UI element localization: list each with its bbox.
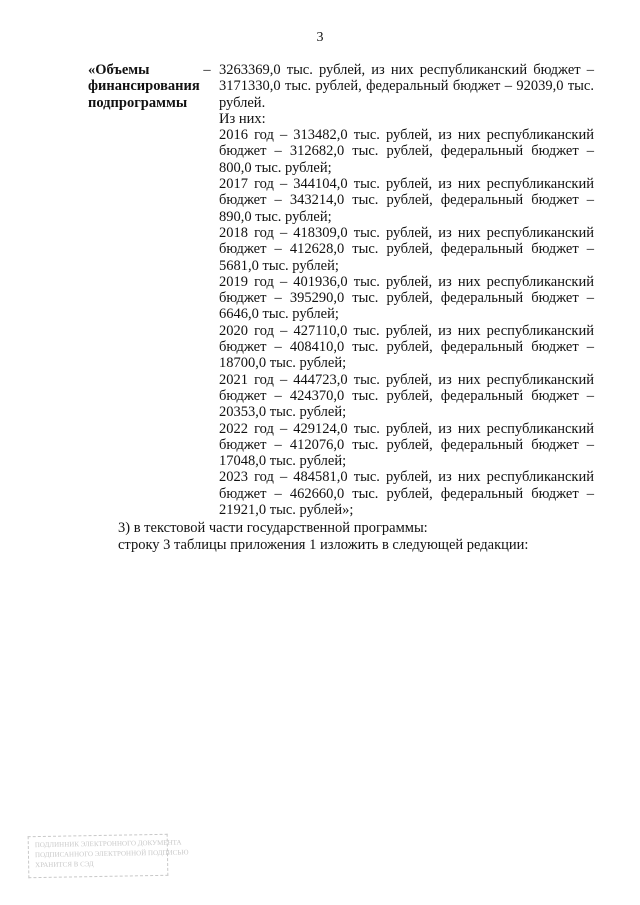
stamp-line: ПОДЛИННИК ЭЛЕКТРОННОГО ДОКУМЕНТА	[34, 838, 182, 850]
funding-year-2022: 2022 год – 429124,0 тыс. рублей, из них республиканский бюджет – 412076,0 тыс. рублей, федеральный бюджет – 17048,0 тыс. рублей;	[219, 420, 594, 470]
funding-year-2023: 2023 год – 484581,0 тыс. рублей, из них республиканский бюджет – 462660,0 тыс. рублей, федеральный бюджет – 21921,0 тыс. рублей»;	[219, 469, 594, 519]
funding-year-2020: 2020 год – 427110,0 тыс. рублей, из них республиканский бюджет – 408410,0 тыс. рублей, федеральный бюджет – 18700,0 тыс. рублей;	[219, 322, 594, 372]
funding-total: 3263369,0 тыс. рублей, из них республиканский бюджет – 3171330,0 тыс. рублей, федеральный бюджет – 92039,0 тыс. рублей.	[219, 62, 594, 111]
funding-year-2019: 2019 год – 401936,0 тыс. рублей, из них республиканский бюджет – 395290,0 тыс. рублей, федеральный бюджет – 6646,0 тыс. рублей;	[219, 273, 594, 323]
row-value	[219, 62, 594, 518]
funding-year-2021: 2021 год – 444723,0 тыс. рублей, из них республиканский бюджет – 424370,0 тыс. рублей, федеральный бюджет – 20353,0 тыс. рублей;	[219, 371, 594, 421]
funding-year-2018: 2018 год – 418309,0 тыс. рублей, из них республиканский бюджет – 412628,0 тыс. рублей, федеральный бюджет – 5681,0 тыс. рублей;	[219, 224, 594, 274]
amendment-instruction: строку 3 таблицы приложения 1 изложить в следующей редакции:	[118, 537, 529, 553]
breakdown-intro: Из них:	[219, 110, 266, 127]
stamp-line: ХРАНИТСЯ В СЭД	[35, 860, 94, 870]
electronic-signature-stamp	[28, 834, 189, 878]
row-dash: –	[203, 62, 211, 78]
amendments-section	[88, 520, 598, 554]
funding-year-2016: 2016 год – 313482,0 тыс. рублей, из них республиканский бюджет – 312682,0 тыс. рублей, федеральный бюджет – 800,0 тыс. рублей;	[219, 127, 594, 176]
row-label: «Объемы финансирования подпрограммы	[88, 62, 200, 111]
funding-year-2017: 2017 год – 344104,0 тыс. рублей, из них республиканский бюджет – 343214,0 тыс. рублей, федеральный бюджет – 890,0 тыс. рублей;	[219, 176, 594, 225]
stamp-line: ПОДПИСАННОГО ЭЛЕКТРОННОЙ ПОДПИСЬЮ	[34, 848, 189, 860]
amendment-item-3: 3) в текстовой части государственной программы:	[118, 520, 428, 536]
page-number: 3	[316, 30, 324, 45]
